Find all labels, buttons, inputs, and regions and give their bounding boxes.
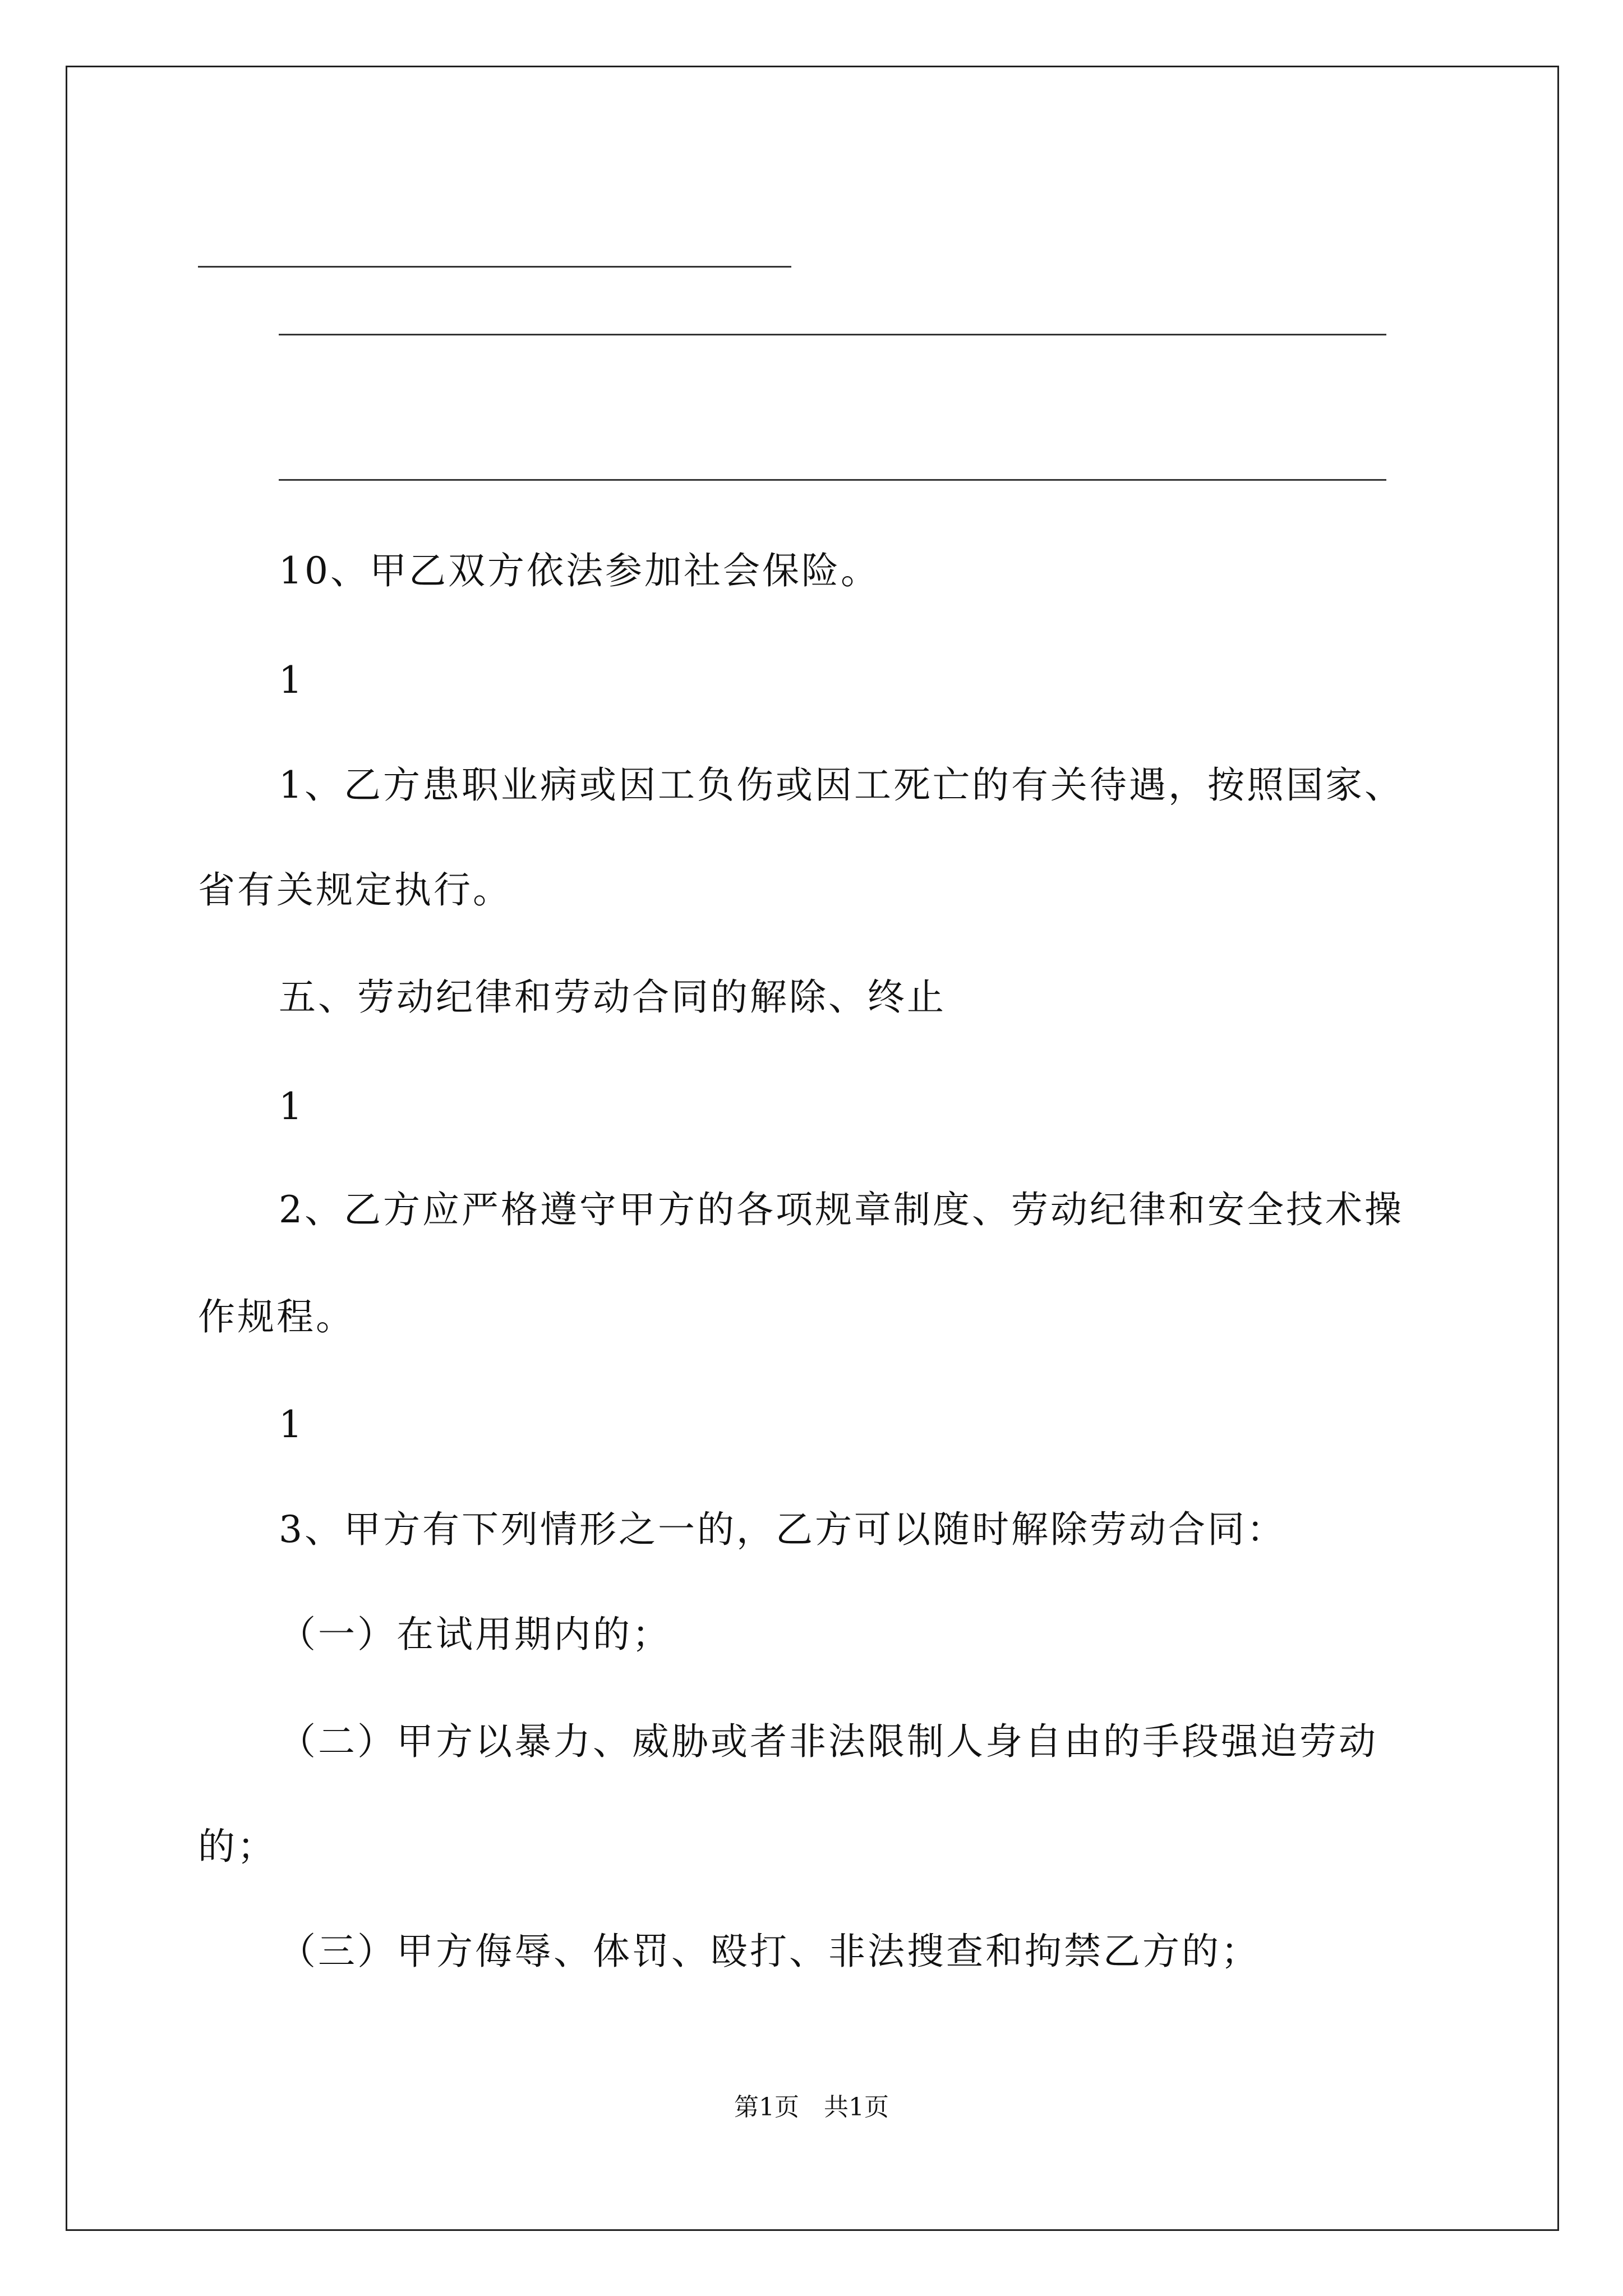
clause-number: 1 — [279, 1085, 305, 1128]
blank-fill-line — [279, 334, 1386, 335]
item-2-line-2: 的； — [198, 1825, 276, 1868]
page-number-footer: 第1页 共1页 — [734, 2093, 889, 2122]
clause-10-social-insurance: 10、甲乙双方依法参加社会保险。 — [279, 549, 880, 592]
clause-12-line-1: 2、乙方应严格遵守甲方的各项规章制度、劳动纪律和安全技术操 — [279, 1188, 1404, 1231]
clause-number: 1 — [279, 1403, 305, 1446]
section-heading-5: 五、劳动纪律和劳动合同的解除、终止 — [279, 976, 946, 1019]
item-2-line-1: （二）甲方以暴力、威胁或者非法限制人身自由的手段强迫劳动 — [279, 1720, 1378, 1763]
item-1: （一）在试用期内的； — [279, 1613, 671, 1656]
clause-12-line-2: 作规程。 — [198, 1295, 355, 1338]
item-3: （三）甲方侮辱、体罚、殴打、非法搜查和拘禁乙方的； — [279, 1930, 1260, 1973]
clause-11-line-1: 1、乙方患职业病或因工负伤或因工死亡的有关待遇，按照国家、 — [279, 763, 1404, 807]
clause-11-line-2: 省有关规定执行。 — [198, 868, 512, 912]
blank-fill-line — [279, 479, 1386, 481]
blank-fill-line — [198, 266, 791, 268]
page-border — [66, 66, 1559, 2231]
clause-number: 1 — [279, 659, 305, 702]
clause-13: 3、甲方有下列情形之一的，乙方可以随时解除劳动合同： — [279, 1508, 1286, 1551]
